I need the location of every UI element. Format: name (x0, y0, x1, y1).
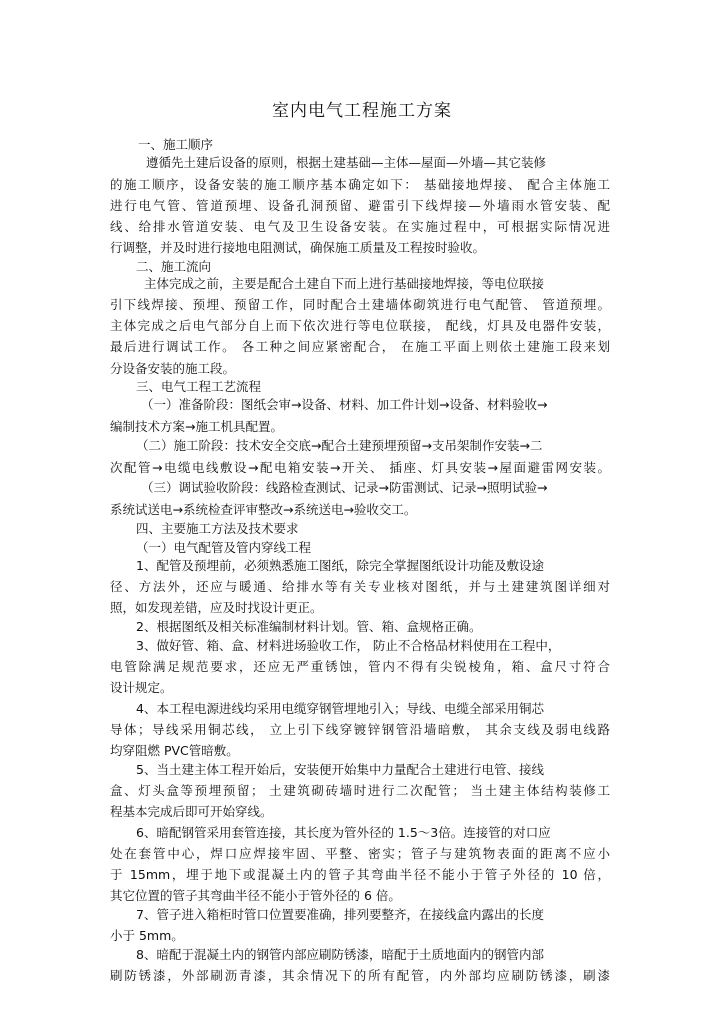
body-line: 1、配管及预埋前，必须熟悉施工图纸，除完全掌握图纸设计功能及敷设途 (136, 558, 544, 573)
body-line: 6、暗配钢管采用套管连接，其长度为管外径的 1.5～3倍。连接管的对口应 (136, 825, 551, 840)
body-line: 四、主要施工方法及技术要求 (136, 521, 299, 536)
body-line: 最后进行调试工作。 各工种之间应紧密配合， 在施工平面上则依土建施工段来划 (110, 339, 610, 354)
body-line: 刷防锈漆，外部刷沥青漆，其余情况下的所有配管，内外部均应刷防锈漆，刷漆 (110, 968, 610, 983)
body-line: （三）调试验收阶段：线路检查测试、记录→防雷测试、记录→照明试验→ (141, 480, 548, 495)
body-line: 2、根据图纸及相关标准编制材料计划。管、箱、盒规格正确。 (136, 619, 482, 634)
body-line: 主体完成之前，主要是配合土建自下而上进行基础接地焊接，等电位联接 (144, 276, 545, 291)
body-line: 均穿阻燃 PVC管暗敷。 (110, 743, 239, 758)
body-line: 分设备安装的施工段。 (110, 361, 236, 376)
body-line: 导体；导线采用铜芯线， 立上引下线穿镀锌钢管沿墙暗敷， 其余支线及弱电线路 (110, 722, 610, 737)
body-line: 行调整，并及时进行接地电阻测试，确保施工质量及工程按时验收。 (110, 240, 486, 255)
body-line: 主体完成之后电气部分自上而下依次进行等电位联接， 配线，灯具及电器件安装， (110, 318, 610, 333)
body-line: 照，如发现差错，应及时找设计更正。 (110, 600, 323, 615)
body-line: 三、电气工程工艺流程 (136, 379, 262, 394)
body-line: （一）准备阶段：图纸会审→设备、材料、加工件计划→设备、材料验收→ (141, 397, 548, 412)
body-line: 3、做好管、箱、盒、材料进场验收工作， 防止不合格品材料使用在工程中， (136, 638, 561, 653)
body-line: 7、管子进入箱柜时管口位置要准确，排列要整齐，在接线盒内露出的长度 (136, 907, 544, 922)
body-line: 于 15mm，埋于地下或混凝土内的管子其弯曲半径不能小于管子外径的 10 倍， (110, 867, 610, 882)
body-line: 的施工顺序，设备安装的施工顺序基本确定如下： 基础接地焊接、 配合主体施工 (110, 177, 610, 192)
body-line: 编制技术方案→施工机具配置。 (110, 419, 283, 434)
body-line: 引下线焊接、预埋、预留工作，同时配合土建墙体砌筑进行电气配管、 管道预埋。 (110, 297, 610, 312)
body-line: （一）电气配管及管内穿线工程 (136, 540, 312, 555)
body-line: 电管除满足规范要求，还应无严重锈蚀，管内不得有尖锐棱角，箱、盒尺寸符合 (110, 659, 610, 674)
body-line: 径、方法外，还应与暖通、给排水等有关专业核对图纸，并与土建建筑图详细对 (110, 579, 610, 594)
body-line: 处在套管中心，焊口应焊接牢固、平整、密实；管子与建筑物表面的距离不应小 (110, 846, 610, 861)
body-line: 设计规定。 (110, 680, 173, 695)
body-line: 系统试送电→系统检查评审整改→系统送电→验收交工。 (110, 502, 417, 517)
body-line: 其它位置的管子其弯曲半径不能小于管外径的 6 倍。 (110, 888, 401, 903)
body-line: 小于 5mm。 (110, 928, 184, 943)
body-line: 一、施工顺序 (138, 137, 214, 152)
body-line: 5、当土建主体工程开始后，安装便开始集中力量配合土建进行电管、接线 (136, 762, 544, 777)
body-line: 盒、灯头盒等预埋预留； 土建筑砌砖墙时进行二次配管； 当土建主体结构装修工 (110, 783, 610, 798)
body-line: 二、施工流向 (136, 259, 212, 274)
body-line: 程基本完成后即可开始穿线。 (110, 804, 273, 819)
body-line: 次配管→电缆电线敷设→配电箱安装→开关、 插座、灯具安装→屋面避雷网安装。 (110, 460, 610, 475)
body-line: 4、本工程电源进线均采用电缆穿钢管埋地引入；导线、电缆全部采用铜芯 (136, 701, 544, 716)
body-line: 8、暗配于混凝土内的钢管内部应刷防锈漆，暗配于土质地面内的钢管内部 (136, 947, 544, 962)
document-title: 室内电气工程施工方案 (272, 101, 452, 121)
body-line: 遵循先土建后设备的原则，根据土建基础—主体—屋面—外墙—其它装修 (146, 155, 547, 170)
body-line: 线、给排水管道安装、电气及卫生设备安装。在实施过程中，可根据实际情况进 (110, 219, 610, 234)
body-line: 进行电气管、管道预埋、设备孔洞预留、避雷引下线焊接—外墙雨水管安装、配 (110, 198, 610, 213)
body-line: （二）施工阶段：技术安全交底→配合土建预埋预留→支吊架制作安装→二 (136, 438, 543, 453)
